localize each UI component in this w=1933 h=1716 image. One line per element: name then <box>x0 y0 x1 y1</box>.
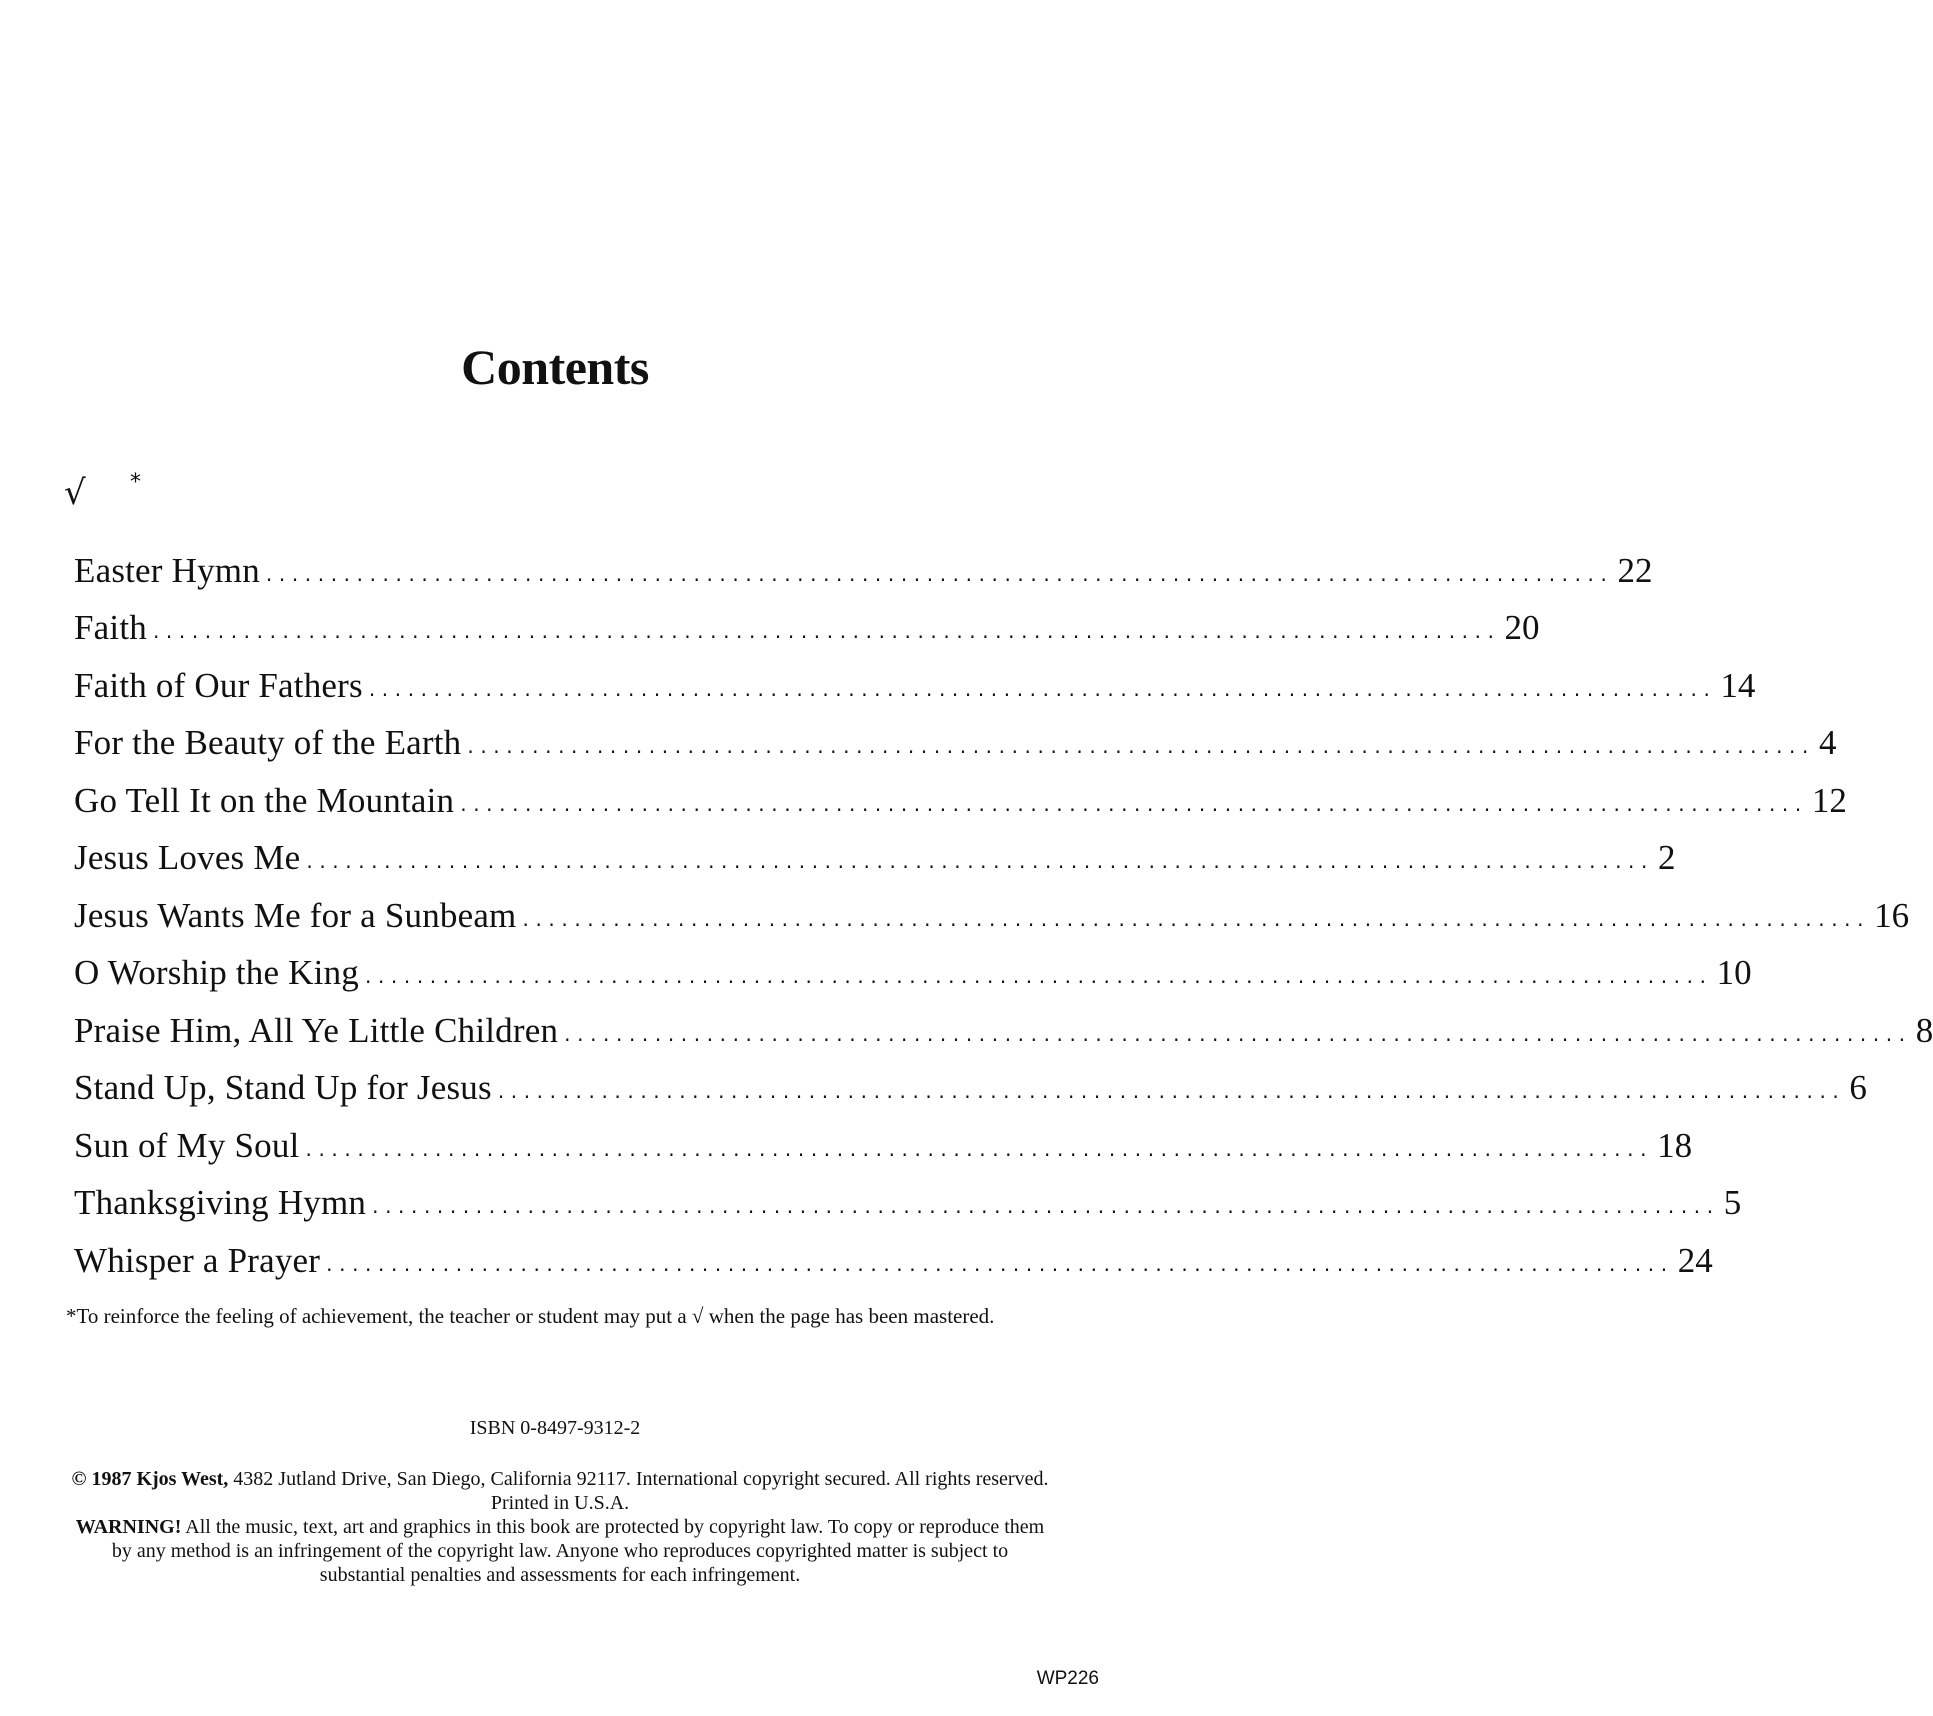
page-number: 2 <box>1657 838 1676 877</box>
page-number: 5 <box>1723 1183 1742 1222</box>
dot-leader: ........................................................................................................ <box>372 1194 1720 1218</box>
toc-entry <box>66 818 1676 877</box>
asterisk-marker: * <box>130 470 141 495</box>
warning-label: WARNING! <box>75 1516 182 1538</box>
song-title: Sun of My Soul <box>74 1125 300 1165</box>
dot-leader: ........................................................................................................ <box>564 1021 1912 1046</box>
song-title: Whisper a Prayer <box>74 1240 321 1280</box>
song-title: O Worship the King <box>74 953 359 992</box>
toc-entry <box>66 645 1756 705</box>
dot-leader: ........................................................................................................ <box>522 906 1871 931</box>
page-number: 24 <box>1677 1240 1713 1280</box>
toc-entry <box>66 1105 1693 1165</box>
toc-entry <box>66 1163 1742 1222</box>
toc-entry <box>66 875 1910 935</box>
dot-leader: ........................................................................................................ <box>152 619 1501 643</box>
dot-leader: ........................................................................................................ <box>305 1136 1654 1161</box>
toc-entry <box>66 933 1752 992</box>
copyright-notice <box>70 1467 1050 1587</box>
toc-entry <box>66 1048 1867 1107</box>
dot-leader: ........................................................................................................ <box>467 734 1815 758</box>
song-title: Faith <box>74 608 147 647</box>
page-number: 16 <box>1874 895 1910 935</box>
dot-leader: ........................................................................................................ <box>265 561 1614 586</box>
page-number: 8 <box>1915 1010 1933 1050</box>
toc-entry <box>66 760 1847 820</box>
dot-leader: ........................................................................................................ <box>368 676 1717 701</box>
page-number: 10 <box>1716 953 1752 992</box>
toc-entry <box>66 530 1653 590</box>
toc-entry <box>66 588 1540 647</box>
page-number: 4 <box>1818 723 1837 762</box>
dot-leader: ........................................................................................................ <box>306 849 1654 873</box>
dot-leader: ........................................................................................................ <box>364 964 1713 988</box>
page-number: 22 <box>1617 550 1653 590</box>
song-title: Faith of Our Fathers <box>74 665 363 705</box>
song-title: For the Beauty of the Earth <box>74 723 462 762</box>
copyright-address: 4382 Jutland Drive, San Diego, California 92117. International copyright secured. All rights reserved. Printed in U.S.A. <box>233 1468 1049 1514</box>
song-title: Easter Hymn <box>74 550 260 590</box>
catalog-code: WP226 <box>1036 1668 1099 1689</box>
toc-entry <box>66 1220 1713 1280</box>
footnote: *To reinforce the feeling of achievement, the teacher or student may put a √ when the page has been mastered. <box>66 1304 995 1328</box>
song-title: Go Tell It on the Mountain <box>74 780 455 820</box>
page-number: 6 <box>1849 1068 1867 1107</box>
page-number: 12 <box>1811 780 1847 820</box>
contents-list <box>66 530 1933 1280</box>
dot-leader: ........................................................................................................ <box>326 1251 1674 1276</box>
song-title: Thanksgiving Hymn <box>74 1183 367 1222</box>
page-number: 14 <box>1720 665 1756 705</box>
warning-text: All the music, text, art and graphics in this book are protected by copyright law. To copy or reproduce them by any method is an infringement of the copyright law. Anyone who reproduces copyrighted matter is subject to substantial penalties and assessments for each infringement. <box>111 1516 1045 1586</box>
page-number: 18 <box>1657 1125 1693 1165</box>
dot-leader: ........................................................................................................ <box>460 791 1808 816</box>
checkmark-column-icon: √ <box>64 473 86 513</box>
song-title: Jesus Loves Me <box>74 838 301 877</box>
song-title: Stand Up, Stand Up for Jesus <box>74 1068 492 1107</box>
isbn: ISBN 0-8497-9312-2 <box>469 1417 641 1439</box>
toc-entry <box>66 990 1933 1050</box>
page-title: Contents <box>461 339 649 395</box>
dot-leader: ........................................................................................................ <box>497 1079 1846 1103</box>
song-title: Praise Him, All Ye Little Children <box>74 1010 559 1050</box>
song-title: Jesus Wants Me for a Sunbeam <box>74 895 517 935</box>
column-markers <box>64 470 264 520</box>
toc-entry <box>66 703 1837 762</box>
page-number: 20 <box>1504 608 1540 647</box>
copyright-holder: © 1987 Kjos West, <box>71 1468 229 1490</box>
